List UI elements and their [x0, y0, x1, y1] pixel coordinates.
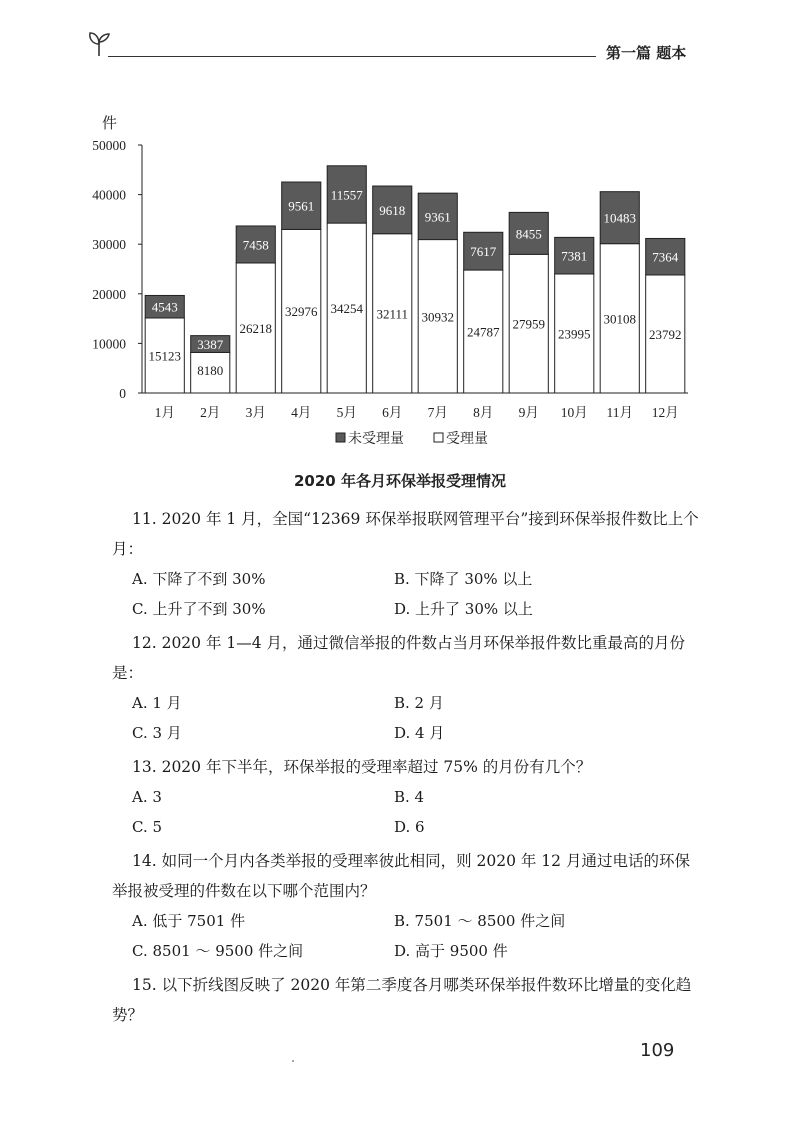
answer-options: [112, 564, 702, 624]
x-tick-label: 5月: [336, 405, 357, 420]
y-tick-label: 50000: [92, 138, 126, 153]
data-label-accepted: 32111: [376, 306, 409, 322]
data-label-accepted: 23995: [558, 326, 591, 342]
x-tick-label: 1月: [154, 405, 175, 420]
answer-option[interactable]: A. 3: [132, 788, 162, 806]
question-stem: 14. 如同一个月内各类举报的受理率彼此相同，则 2020 年 12 月通过电话的环保举报被受理的件数在以下哪个范围内？: [112, 852, 690, 900]
data-label-accepted: 24787: [467, 324, 500, 340]
data-label-accepted: 27959: [512, 316, 545, 332]
legend-label: 未受理量: [348, 432, 404, 447]
x-tick-label: 6月: [382, 405, 403, 420]
y-axis-label: 件: [102, 116, 118, 132]
data-label-unaccepted: 9618: [379, 202, 406, 218]
data-label-accepted: 8180: [197, 363, 224, 378]
data-label-unaccepted: 7381: [561, 248, 588, 264]
answer-options: [112, 688, 702, 748]
section-title: 第一篇 题本: [606, 44, 687, 62]
data-label-accepted: 30108: [603, 311, 636, 327]
answer-option[interactable]: B. 2 月: [394, 694, 444, 712]
answer-option[interactable]: C. 5: [132, 818, 163, 836]
x-tick-label: 9月: [518, 405, 539, 420]
question-stem: 12. 2020 年 1—4 月，通过微信举报的件数占当月环保举报件数比重最高的月份是：: [112, 634, 686, 682]
chart-canvas: [0, 100, 800, 460]
y-tick-label: 0: [119, 386, 126, 401]
data-label-accepted: 26218: [239, 320, 272, 336]
data-label-accepted: 32976: [285, 304, 318, 320]
page-header: [0, 0, 800, 80]
question-block: [112, 500, 702, 624]
x-tick-label: 8月: [473, 405, 494, 420]
page-number: 109: [640, 1040, 675, 1061]
sprout-icon: [86, 28, 112, 58]
question-block: [112, 966, 702, 1030]
y-tick-label: 30000: [92, 237, 126, 253]
question-block: [112, 842, 702, 966]
x-tick-label: 11月: [606, 405, 633, 420]
question-block: [112, 624, 702, 748]
data-label-unaccepted: 11557: [330, 187, 363, 203]
data-label-unaccepted: 10483: [603, 210, 636, 226]
footer-dot: [292, 1060, 294, 1062]
answer-option[interactable]: D. 高于 9500 件: [394, 942, 508, 960]
data-label-unaccepted: 9361: [424, 209, 451, 225]
data-label-accepted: 15123: [148, 348, 181, 364]
x-tick-label: 2月: [200, 405, 221, 420]
data-label-accepted: 23792: [649, 326, 682, 342]
data-label-unaccepted: 7617: [470, 244, 497, 260]
stacked-bar-chart: [0, 100, 800, 460]
data-label-unaccepted: 7458: [242, 237, 269, 253]
y-tick-label: 10000: [92, 336, 126, 352]
question-block: [112, 748, 702, 842]
y-tick-label: 40000: [92, 187, 126, 203]
answer-options: [112, 782, 702, 842]
data-label-accepted: 30932: [421, 309, 454, 325]
answer-options: [112, 906, 702, 966]
x-tick-label: 7月: [427, 405, 448, 420]
question-stem: 15. 以下折线图反映了 2020 年第二季度各月哪类环保举报件数环比增量的变化趋势？: [112, 976, 692, 1024]
answer-option[interactable]: A. 低于 7501 件: [132, 912, 246, 930]
answer-option[interactable]: D. 6: [394, 818, 425, 836]
data-label-unaccepted: 4543: [151, 299, 178, 315]
answer-option[interactable]: D. 4 月: [394, 724, 445, 742]
answer-option[interactable]: C. 8501 ～ 9500 件之间: [132, 942, 304, 960]
data-label-unaccepted: 8455: [515, 226, 542, 242]
legend-swatch: [336, 433, 345, 442]
y-tick-label: 20000: [92, 286, 126, 302]
legend-label: 受理量: [446, 432, 488, 447]
answer-option[interactable]: D. 上升了 30% 以上: [394, 600, 533, 618]
header-rule: [108, 56, 596, 57]
answer-option[interactable]: B. 7501 ～ 8500 件之间: [394, 912, 566, 930]
answer-option[interactable]: A. 1 月: [132, 694, 182, 712]
answer-option[interactable]: B. 4: [394, 788, 425, 806]
answer-option[interactable]: A. 下降了不到 30%: [132, 570, 266, 588]
question-list: [112, 500, 702, 1030]
answer-option[interactable]: C. 3 月: [132, 724, 182, 742]
chart-caption: 2020 年各月环保举报受理情况: [294, 472, 506, 490]
answer-option[interactable]: B. 下降了 30% 以上: [394, 570, 533, 588]
x-tick-label: 3月: [245, 405, 266, 420]
question-stem: 11. 2020 年 1 月，全国“12369 环保举报联网管理平台”接到环保举报件数比上个月：: [112, 510, 699, 558]
data-label-unaccepted: 7364: [652, 249, 679, 265]
data-label-unaccepted: 3387: [197, 337, 224, 353]
question-stem: 13. 2020 年下半年，环保举报的受理率超过 75% 的月份有几个？: [132, 758, 592, 776]
x-tick-label: 4月: [291, 405, 312, 420]
x-tick-label: 10月: [560, 405, 588, 420]
answer-option[interactable]: C. 上升了不到 30%: [132, 600, 266, 618]
data-label-unaccepted: 9561: [288, 198, 315, 214]
x-tick-label: 12月: [651, 405, 679, 420]
legend-swatch: [434, 433, 443, 442]
data-label-accepted: 34254: [330, 301, 363, 317]
